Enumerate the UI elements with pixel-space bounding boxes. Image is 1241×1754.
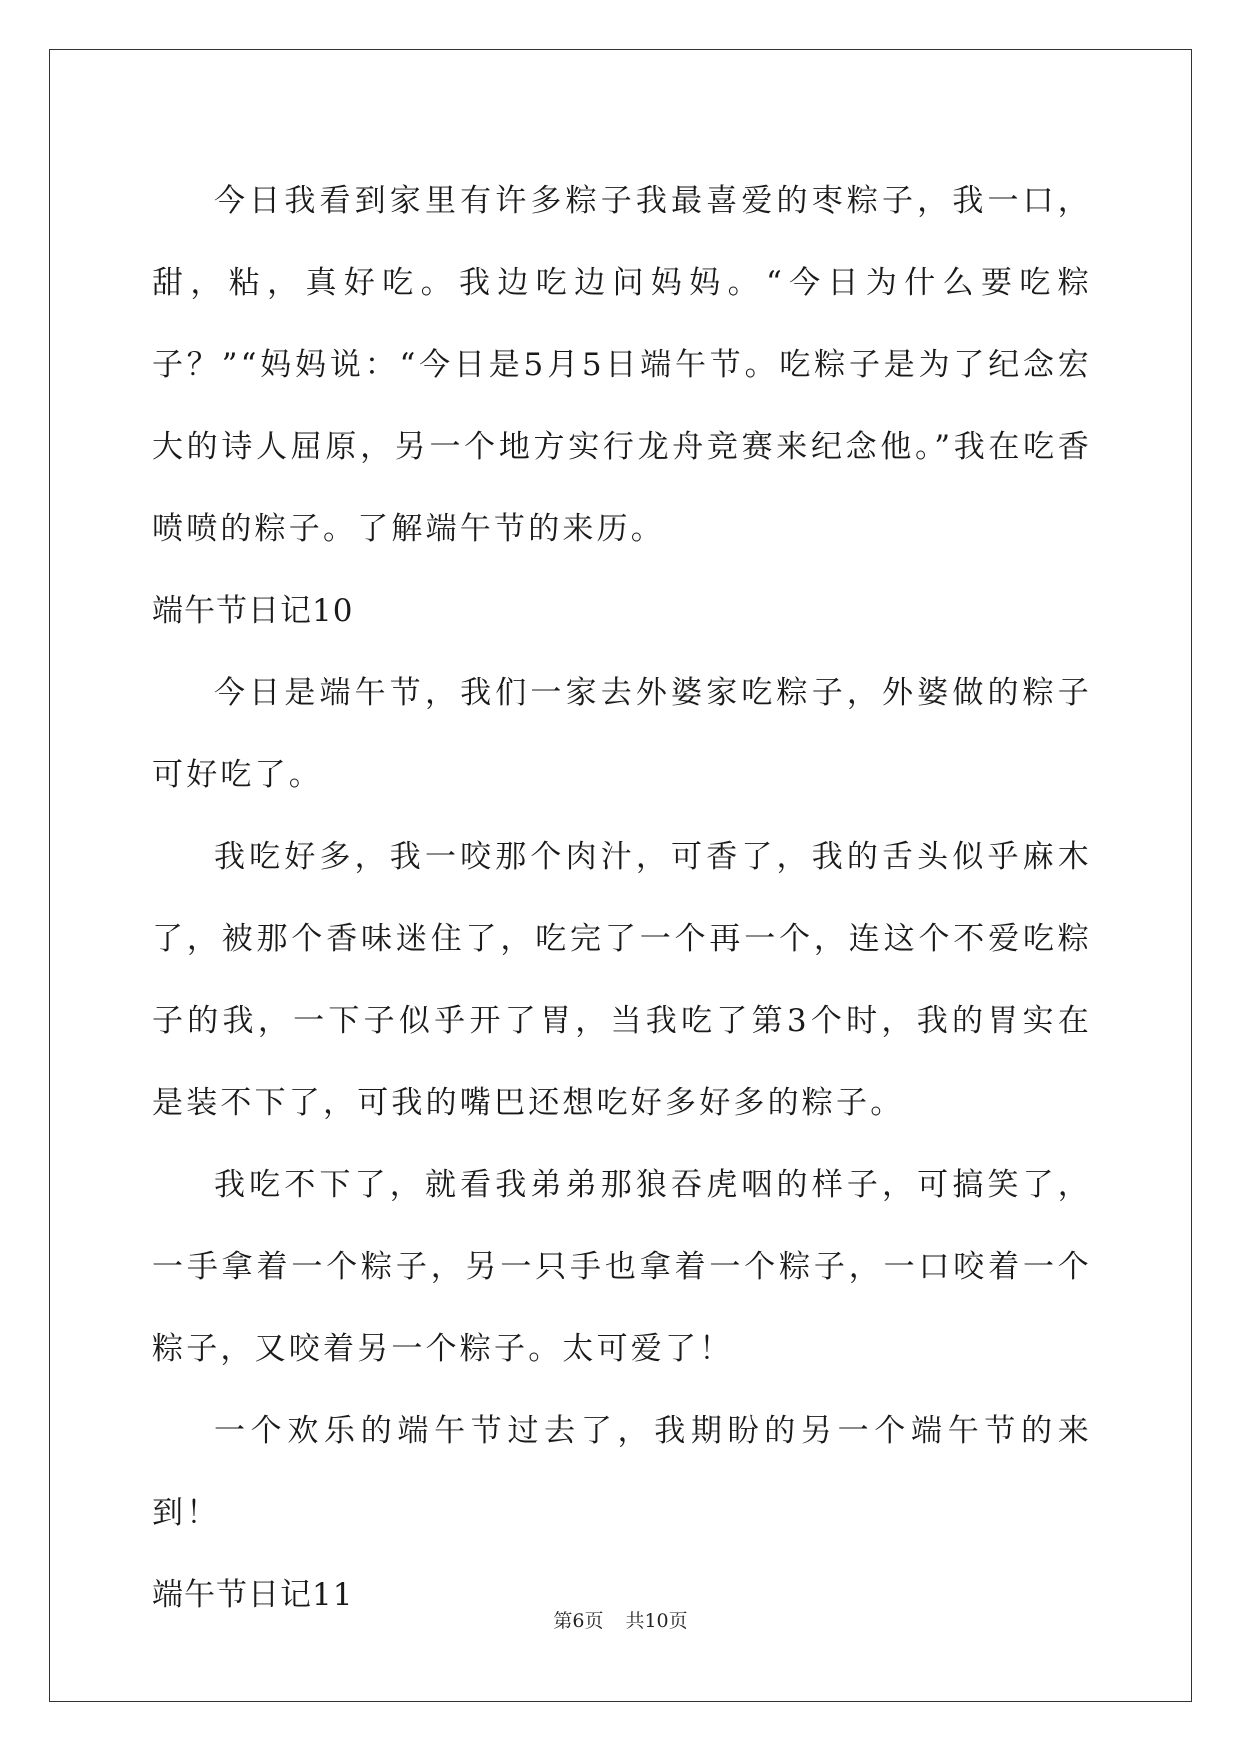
document-body (152, 160, 1092, 1636)
page-total: 共10页 (625, 1610, 688, 1632)
paragraph-1: 今日我看到家里有许多粽子我最喜爱的枣粽子，我一口，甜，粘，真好吃。我边吃边问妈妈。“今日为什么要吃粽子？”“妈妈说：“今日是5月5日端午节。吃粽子是为了纪念宏大的诗人屈原，另一个地方实行龙舟竞赛来纪念他。”我在吃香喷喷的粽子。了解端午节的来历。 (152, 183, 1092, 547)
paragraph-3: 我吃好多，我一咬那个肉汁，可香了，我的舌头似乎麻木了，被那个香味迷住了，吃完了一个再一个，连这个不爱吃粽子的我，一下子似乎开了胃，当我吃了第3个时，我的胃实在是装不下了，可我的嘴巴还想吃好多好多的粽子。 (152, 839, 1092, 1121)
page-footer (0, 1606, 1241, 1633)
paragraph-5: 一个欢乐的端午节过去了，我期盼的另一个端午节的来到！ (152, 1413, 1092, 1531)
paragraph-4: 我吃不下了，就看我弟弟那狼吞虎咽的样子，可搞笑了，一手拿着一个粽子，另一只手也拿着一个粽子，一口咬着一个粽子，又咬着另一个粽子。太可爱了！ (152, 1167, 1092, 1367)
section-heading-10: 端午节日记10 (152, 593, 354, 629)
paragraph-2: 今日是端午节，我们一家去外婆家吃粽子，外婆做的粽子可好吃了。 (152, 675, 1092, 793)
page-number: 第6页 (553, 1610, 604, 1632)
section-heading-11: 端午节日记11 (152, 1577, 354, 1613)
